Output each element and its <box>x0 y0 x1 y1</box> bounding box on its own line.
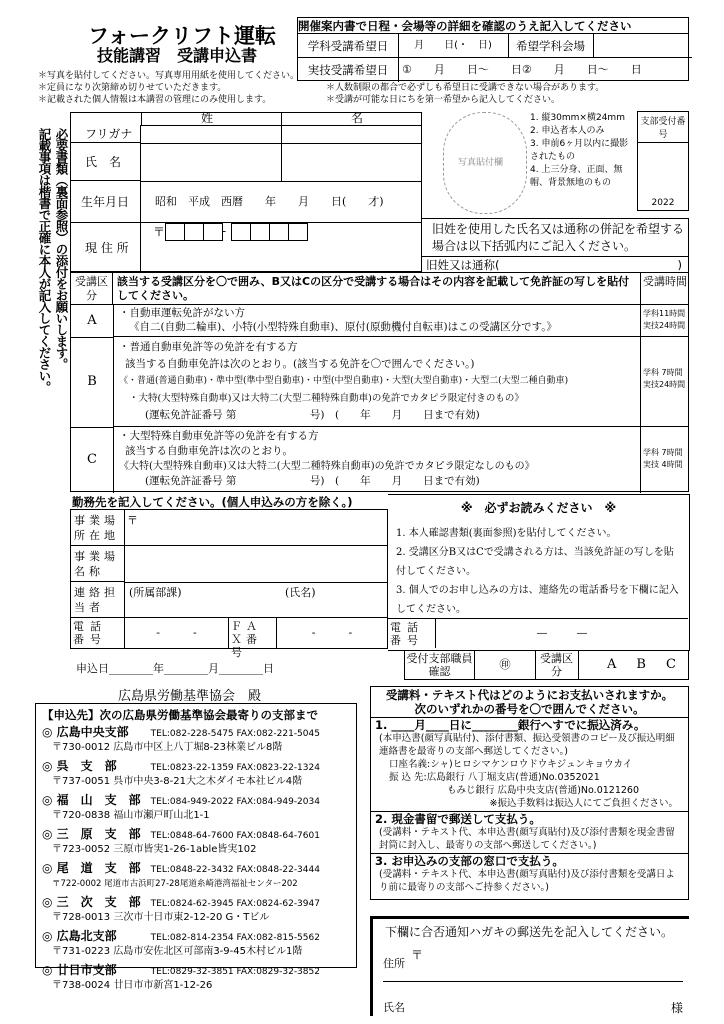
postal-code-boxes[interactable]: - <box>165 223 307 241</box>
course-c-desc <box>113 427 641 493</box>
venue-label: 希望学科会場 <box>508 33 594 58</box>
branch-name: 呉 支 部 <box>56 759 117 773</box>
postcard-postal-mark: 〒 <box>411 948 424 962</box>
payment-option-3-desc: (受講料・テキスト代、本申込書(顔写真貼付)及び添付書類を受講日より前に最寄りの支部へご持参ください。) <box>379 869 675 893</box>
employer-tel-field[interactable]: - - <box>125 618 229 648</box>
branch-name: 尾 道 支 部 <box>56 861 141 875</box>
fee-note: ※振込手数料は振込人にてご負担ください。 <box>489 798 678 809</box>
side-note-required-docs: 必要書類（裏面参照）の添付をお願いします。 <box>54 128 69 370</box>
employer-fax-field[interactable]: - - <box>311 626 353 639</box>
must-read-item-1: 1. 本人確認書類(裏面参照)を貼付してください。 <box>396 528 617 539</box>
personal-tel-field[interactable]: ― ― <box>436 618 688 649</box>
time-header: 受講時間 <box>641 273 689 305</box>
note-limit: ＊人数制限の都合で必ずしも希望日に受講できない場合があります。 <box>326 83 605 93</box>
branch-tel: TEL:0848-22-3432 FAX:0848-22-3444 <box>150 865 320 875</box>
course-b-desc <box>113 337 641 427</box>
branch-address: 〒723-0052 三原市皆実1-26-1able皆実102 <box>52 844 257 855</box>
address-postal-mark: 〒 <box>153 225 166 239</box>
bank-momiji: もみじ銀行 広島中央支店(普通)No.0121260 <box>447 785 640 796</box>
photo-label: 写真貼付欄 <box>458 158 504 168</box>
branch-name: 三 次 支 部 <box>56 895 141 909</box>
employer-contact-label: 連絡担当者 <box>71 582 125 618</box>
branch-address: 〒737-0051 呉市中央3-8-21大之木ダイモ本社ビル4階 <box>52 776 303 787</box>
reception-box <box>404 650 689 680</box>
employer-dept: (所属部課) <box>129 586 182 599</box>
branch-item <box>36 725 356 755</box>
payment-option-1-title: 1. ____月____日に________銀行へすでに振込済み。 <box>375 718 646 732</box>
furigana-label: フリガナ <box>71 125 141 143</box>
branch-tel: TEL:082-814-2354 FAX:082-815-5562 <box>150 933 320 943</box>
course-c-line2: 該当する自動車免許は次のとおり。 <box>125 445 293 457</box>
practical-date-label: 実技受講希望日 <box>298 57 399 82</box>
reception-a[interactable]: A <box>607 657 617 672</box>
branch-address: 〒722-0002 尾道市古浜町27-28尾道糸崎港湾福祉センター202 <box>52 879 298 889</box>
payment-box <box>370 686 689 900</box>
reception-stamp: ㊞ <box>475 651 536 679</box>
branch-bullet-icon: ◎ <box>42 725 57 739</box>
course-date-label: 学科受講希望日 <box>298 33 399 58</box>
employer-addr-label: 事業場所在地 <box>71 510 125 546</box>
branch-list <box>36 725 356 993</box>
branch-item <box>36 963 356 993</box>
header-sei: 姓 <box>201 111 214 125</box>
branch-name: 三 原 支 部 <box>56 827 141 841</box>
kubun-c[interactable]: C <box>71 427 114 493</box>
note-photo: ＊写真を貼付してください。写真専用用紙を使用してください。 <box>38 71 300 81</box>
birth-field[interactable]: 昭和 平成 西暦 年 月 日( 才) <box>141 181 422 223</box>
birth-label: 生年月日 <box>71 181 141 223</box>
note-priority: ＊受講が可能な日にちを第一希望から記入してください。 <box>326 95 561 105</box>
branch-name: 広島北支部 <box>56 929 117 943</box>
branch-address: 〒728-0013 三次市十日市東2-12-20 G・Tビル <box>52 912 270 923</box>
branch-item <box>36 759 356 789</box>
payment-heading: 受講料・テキスト代はどのようにお支払いされますか。 <box>385 688 674 702</box>
note-capacity: ＊定員になり次第締め切りせていただきます。 <box>38 83 227 93</box>
branch-item <box>36 861 356 891</box>
photo-req-3: 3. 申前6ヶ月以内に撮影されたもの <box>530 139 629 162</box>
old-name-label: 旧姓又は通称( <box>426 258 500 272</box>
branch-item <box>36 827 356 857</box>
course-date-field[interactable]: 月 日(・ 日) <box>398 33 509 58</box>
photo-req-4: 4. 上三分身、正面、無帽、背景無地のもの <box>530 165 623 188</box>
photo-requirements <box>530 112 630 190</box>
must-read-item-3: 3. 個人でのお申し込みの方は、連絡先の電話番号を下欄に記入してください。 <box>396 585 679 615</box>
branch-tel: TEL:082-228-5475 FAX:082-221-5045 <box>150 729 320 739</box>
branch-address: 〒730-0012 広島市中区上八丁堀8-23林業ビル8階 <box>52 742 283 753</box>
old-name-note: 旧姓を使用した氏名又は通称の併記を希望する場合は以下括弧内にご記入ください。 <box>422 218 689 272</box>
payment-heading2: 次のいずれかの番号を〇で囲んでください。 <box>414 702 645 716</box>
reception-kubun-options[interactable] <box>579 651 689 679</box>
practical-date-field[interactable]: ① 月 日〜 日② 月 日〜 日 <box>398 57 692 82</box>
branch-address: 〒731-0223 広島市安佐北区可部南3-9-45木村ビル1階 <box>52 946 303 957</box>
employer-tel-label: 電話番号 <box>71 618 125 648</box>
branch-bullet-icon: ◎ <box>42 963 57 977</box>
employer-heading: 勤務先を記入してください。(個人申込みの方を除く。) <box>72 495 353 509</box>
branch-item <box>36 793 356 823</box>
photo-req-1: 1. 縦30mm×横24mm <box>530 113 625 123</box>
course-b-line2: 該当する自動車免許は次のとおり。(該当する免許を〇で囲んでください。) <box>125 358 475 370</box>
postcard-heading: 下欄に合否通知ハガキの郵送先を記入してください。 <box>385 925 674 939</box>
payment-option-3[interactable] <box>371 853 688 895</box>
branch-bullet-icon: ◎ <box>42 895 57 909</box>
form-subtitle: 技能講習 受講申込書 <box>97 46 258 65</box>
postcard-address-field[interactable] <box>411 959 681 979</box>
side-note-write-carefully: 記載事項は楷書で正確に本人が記入してください。 <box>37 128 52 393</box>
payment-option-2[interactable] <box>371 811 688 853</box>
branch-item <box>36 929 356 959</box>
branch-name: 廿日市支部 <box>56 963 117 977</box>
postcard-honorific: 様 <box>671 1001 684 1015</box>
header-mei: 名 <box>351 111 364 125</box>
branch-address: 〒738-0024 廿日市市新宮1-12-26 <box>52 980 213 991</box>
photo-frame <box>443 112 527 214</box>
notes-left <box>38 70 299 106</box>
employer-section <box>70 509 388 659</box>
branch-bullet-icon: ◎ <box>42 827 57 841</box>
postcard-name-label: 氏名 <box>383 1001 405 1014</box>
branch-bullet-icon: ◎ <box>42 759 57 773</box>
venue-field[interactable] <box>593 33 688 58</box>
personal-tel-label: 電話番号 <box>388 618 436 648</box>
schedule-box <box>297 17 689 81</box>
must-read-heading: ※ 必ずお読みください ※ <box>460 501 617 515</box>
course-c-line1: ・大型特殊自動車免許等の免許を有する方 <box>119 430 319 442</box>
course-c-line3: 《大特(大型特殊自動車)又は大特二(大型二種特殊自動車)の免許でカタピラ限定なしのもの》 <box>119 461 535 472</box>
employer-fax-label: ＦＡＸ番号 <box>229 618 277 648</box>
kubun-b[interactable]: B <box>71 337 114 428</box>
must-read-list <box>388 524 689 619</box>
association-name: 広島県労働基準協会 殿 <box>118 689 262 704</box>
account-name: 口座名義:シャ)ヒロシマケンロウドウキジュンキョウカイ <box>389 759 633 770</box>
must-read-item-2: 2. 受講区分B又はCで受講される方は、当該免許証の写しを貼付してください。 <box>396 547 674 577</box>
employer-addr-field[interactable]: 〒 <box>125 510 387 546</box>
schedule-heading: 開催案内書で日程・会場等の詳細を確認のうえ記入してください <box>298 18 688 33</box>
course-b-line4: ・大特(大型特殊自動車)又は大特二(大型二種特殊自動車)の免許でカタピラ限定付きのもの》 <box>129 393 524 404</box>
note-privacy: ＊記載された個人情報は本講習の管理にのみ使用します。 <box>38 95 272 105</box>
branch-name: 広島中央支部 <box>56 725 129 739</box>
name-field[interactable] <box>141 143 422 182</box>
branches-box <box>35 703 357 991</box>
course-b-time: 学科 7時間 実技24時間 <box>641 337 689 427</box>
furigana-field[interactable] <box>141 125 422 144</box>
course-b-line3: 《・普通(普通自動車)・準中型(準中型自動車)・中型(中型自動車)・大型(大型自動車)・大型二(大型二種自動車) <box>119 376 569 386</box>
course-a-desc <box>113 305 641 337</box>
course-b-license-field[interactable]: (運転免許証番号 第 号) ( 年 月 日まで有効) <box>145 409 480 421</box>
branch-bullet-icon: ◎ <box>42 861 57 875</box>
course-section <box>70 272 689 492</box>
old-name-field[interactable] <box>422 256 689 272</box>
branch-receipt-box <box>637 111 689 211</box>
reception-c[interactable]: C <box>665 657 676 672</box>
course-a-line1: ・自動車運転免許がない方 <box>119 307 245 319</box>
branch-tel: TEL:0824-62-3945 FAX:0824-62-3947 <box>150 899 320 909</box>
payment-heading-box <box>371 687 688 718</box>
payment-option-2-title: 2. 現金書留で郵送して支払う。 <box>375 812 541 826</box>
branch-bullet-icon: ◎ <box>42 793 57 807</box>
course-a-line2: 《自二(自動二輪車)、小特(小型特殊自動車)、原付(原動機付自転車)はこの受講区分です。》 <box>129 321 557 333</box>
branch-tel: TEL:0823-22-1359 FAX:0823-22-1324 <box>150 763 320 773</box>
address-label: 現 住 所 <box>71 223 141 273</box>
reception-b[interactable]: B <box>636 657 646 672</box>
course-header: 該当する受講区分を〇で囲み、B又はCの区分で受講する場合はその内容を記載して免許証の写しを貼付してください。 <box>113 273 641 305</box>
branch-receipt-label: 支部受付番号 <box>638 112 688 143</box>
branch-tel: TEL:0829-32-3851 FAX:0829-32-3852 <box>150 967 320 977</box>
course-c-license-field[interactable]: (運転免許証番号 第 号) ( 年 月 日まで有効) <box>145 475 480 487</box>
branch-tel: TEL:084-949-2022 FAX:084-949-2034 <box>150 797 320 807</box>
employer-person: (氏名) <box>285 586 316 599</box>
payment-option-1-desc: (本申込書(顔写真貼付)、添付書類、振込受領書のコピー及び振込明細連絡書を最寄りの支部へ郵送してください。) <box>379 733 675 757</box>
branch-name: 福 山 支 部 <box>56 793 141 807</box>
name-label: 氏 名 <box>71 143 141 181</box>
employer-contact-field[interactable] <box>125 582 387 618</box>
employer-name-label: 事業場名称 <box>71 546 125 582</box>
form-title: フォークリフト運転 <box>88 24 276 48</box>
must-read-box <box>388 494 690 651</box>
reception-kubun-label: 受講区分 <box>535 651 579 679</box>
old-name-close: ) <box>677 258 682 272</box>
notes-right <box>326 82 604 106</box>
postcard-name-field[interactable] <box>413 989 663 1013</box>
branches-heading: 【申込先】次の広島県労働基準協会最寄りの支部まで <box>42 708 318 722</box>
postcard-box <box>370 916 689 1016</box>
course-c-time: 学科 7時間 実技 4時間 <box>643 448 683 469</box>
payment-option-2-desc: (受講料・テキスト代、本申込書(顔写真貼付)及び添付書類を現金書留封筒に封入し、最寄りの支部へ郵送してください。) <box>379 827 675 851</box>
apply-date-field[interactable]: 申込日________年________月________日 <box>76 662 274 675</box>
photo-req-2: 2. 申込者本人のみ <box>530 126 605 136</box>
payment-option-3-title: 3. お申込みの支部の窓口で支払う。 <box>375 854 564 868</box>
payment-option-1[interactable] <box>371 718 688 811</box>
employer-name-field[interactable] <box>125 546 387 583</box>
kubun-header: 受講区分 <box>71 273 113 305</box>
branch-year: 2022 <box>651 198 675 208</box>
course-a-time: 学科11時間 実技24時間 <box>641 305 689 337</box>
branch-address: 〒720-0838 福山市瀬戸町山北1-1 <box>52 810 210 821</box>
branch-item <box>36 895 356 925</box>
course-b-line1: ・普通自動車免許等の免許を有する方 <box>119 341 298 353</box>
reception-label: 受付支部職員確認 <box>405 651 475 679</box>
bank-hiroshima: 振 込 先:広島銀行 八丁堀支店(普通)No.0352021 <box>389 772 600 783</box>
branch-bullet-icon: ◎ <box>42 929 57 943</box>
kubun-a[interactable]: A <box>71 305 114 338</box>
postcard-address-label: 住所 <box>383 957 405 970</box>
branch-tel: TEL:0848-64-7600 FAX:0848-64-7601 <box>150 831 320 841</box>
applicant-section <box>70 112 422 272</box>
